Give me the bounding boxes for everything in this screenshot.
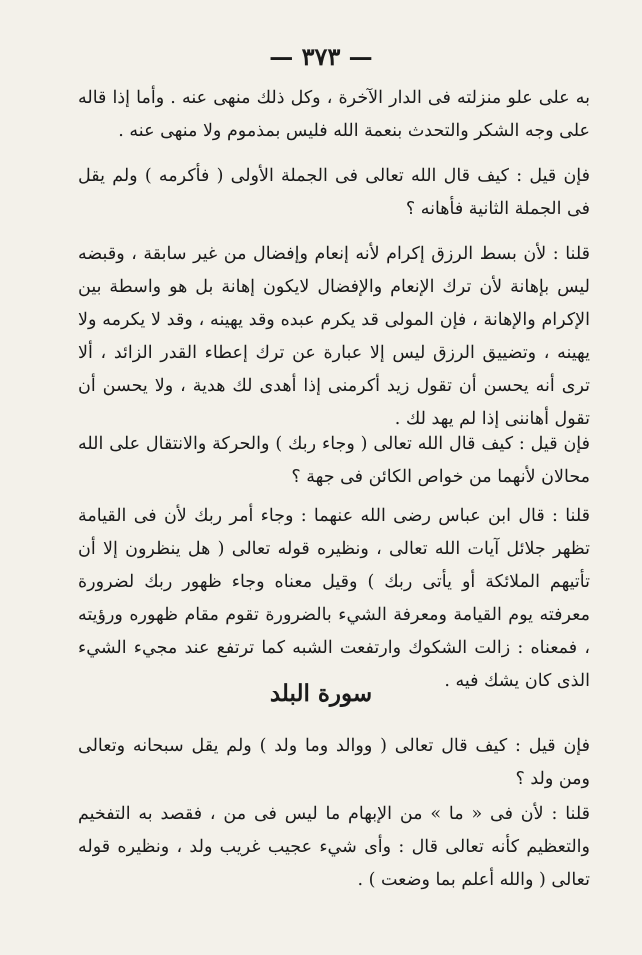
paragraph-answer-1: قلنا : لأن بسط الرزق إكرام لأنه إنعام وإفضال من غير سابقة ، وقبضه ليس بإهانة لأن ترك الإنعام والإفضال لايكون إهانة بل هو واسطة بين الإكرام والإهانة ، فإن المولى قد يكرم عبده وقد يهينه ، وقد لا يكرمه ولا يهينه ، وتضييق الرزق ليس إلا عبارة عن ترك إعطاء القدر الزائد ، ألا ترى أنه يحسن أن تقول زيد أكرمنى إذا أهدى لك هدية ، ولا يحسن أن تقول أهاننى إذا لم يهد لك . [78,244,590,429]
paragraph-continuation: به على علو منزلته فى الدار الآخرة ، وكل ذلك منهى عنه . وأما إذا قاله على وجه الشكر والتحدث بنعمة الله فليس بمذموم ولا منهى عنه . [78,88,590,141]
paragraph-answer-3: قلنا : لأن فى « ما » من الإبهام ما ليس فى من ، فقصد به التفخيم والتعظيم كأنه تعالى قال : وأى شيء عجيب غريب ولد ، ونظيره قوله تعالى ( والله أعلم بما وضعت ) . [78,804,590,890]
page-number: — ٣٧٣ — [269,42,373,71]
paragraph-question-2: فإن قيل : كيف قال الله تعالى ( وجاء ربك ) والحركة والانتقال على الله محالان لأنهما من خواص الكائن فى جهة ؟ [78,434,590,487]
paragraph-question-3: فإن قيل : كيف قال تعالى ( ووالد وما ولد ) ولم يقل سبحانه وتعالى ومن ولد ؟ [78,736,590,789]
paragraph-answer-2: قلنا : قال ابن عباس رضى الله عنهما : وجاء أمر ربك لأن فى القيامة تظهر جلائل آيات الله تعالى ، ونظيره قوله تعالى ( هل ينظرون إلا أن تأتيهم الملائكة أو يأتى ربك ) وقيل معناه وجاء ظهور ربك لضرورة معرفته يوم القيامة ومعرفة الشيء بالضرورة تقوم مقام ظهوره ورؤيته ، فمعناه : زالت الشكوك وارتفعت الشبه كما ترتفع عند مجيء الشيء الذى كان يشك فيه . [78,506,590,691]
surah-heading: سورة البلد [269,680,373,707]
paragraph-question-1: فإن قيل : كيف قال الله تعالى فى الجملة الأولى ( فأكرمه ) ولم يقل فى الجملة الثانية فأهانه ؟ [78,166,590,219]
